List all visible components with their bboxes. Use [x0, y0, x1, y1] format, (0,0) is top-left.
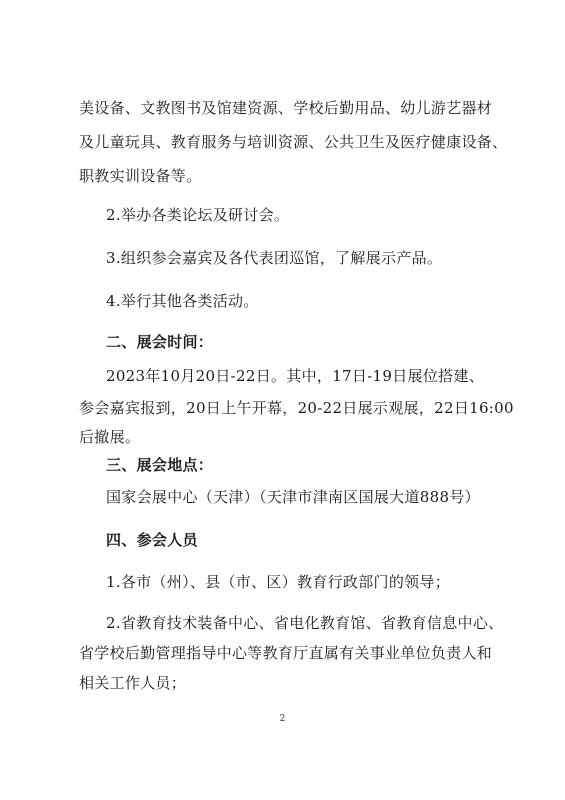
attendee-item-2-line: 2.省教育技术装备中心、省电化教育馆、省教育信息中心、: [106, 614, 504, 632]
attendee-item-2-line: 省学校后勤管理指导中心等教育厅直属有关事业单位负责人和: [79, 644, 493, 662]
list-item-activities: 4.举行其他各类活动。: [106, 292, 259, 310]
section-heading-venue: 三、展会地点：: [106, 456, 214, 474]
paragraph-line: 职教实训设备等。: [79, 167, 202, 185]
section-heading-time: 二、展会时间：: [106, 333, 214, 351]
list-item-tour: 3.组织参会嘉宾及各代表团巡馆，了解展示产品。: [106, 249, 443, 267]
venue-line: 国家会展中心（天津）（天津市津南区国展大道888号）: [106, 488, 480, 506]
time-line: 后撤展。: [79, 428, 141, 446]
attendee-item-2-line: 相关工作人员；: [79, 674, 187, 692]
attendee-item-1: 1.各市（州）、县（市、区）教育行政部门的领导；: [106, 573, 451, 591]
section-heading-attendees: 四、参会人员: [106, 531, 198, 549]
paragraph-line: 及儿童玩具、教育服务与培训资源、公共卫生及医疗健康设备、: [79, 133, 508, 151]
paragraph-line: 美设备、文教图书及馆建资源、学校后勤用品、幼儿游艺器材: [79, 99, 493, 117]
time-line: 2023年10月20日-22日。其中，17日-19日展位搭建、: [106, 367, 485, 385]
time-line: 参会嘉宾报到，20日上午开幕，20-22日展示观展，22日16:00: [79, 399, 514, 417]
list-item-forum: 2.举办各类论坛及研讨会。: [106, 206, 290, 224]
page-number: 2: [279, 714, 286, 724]
